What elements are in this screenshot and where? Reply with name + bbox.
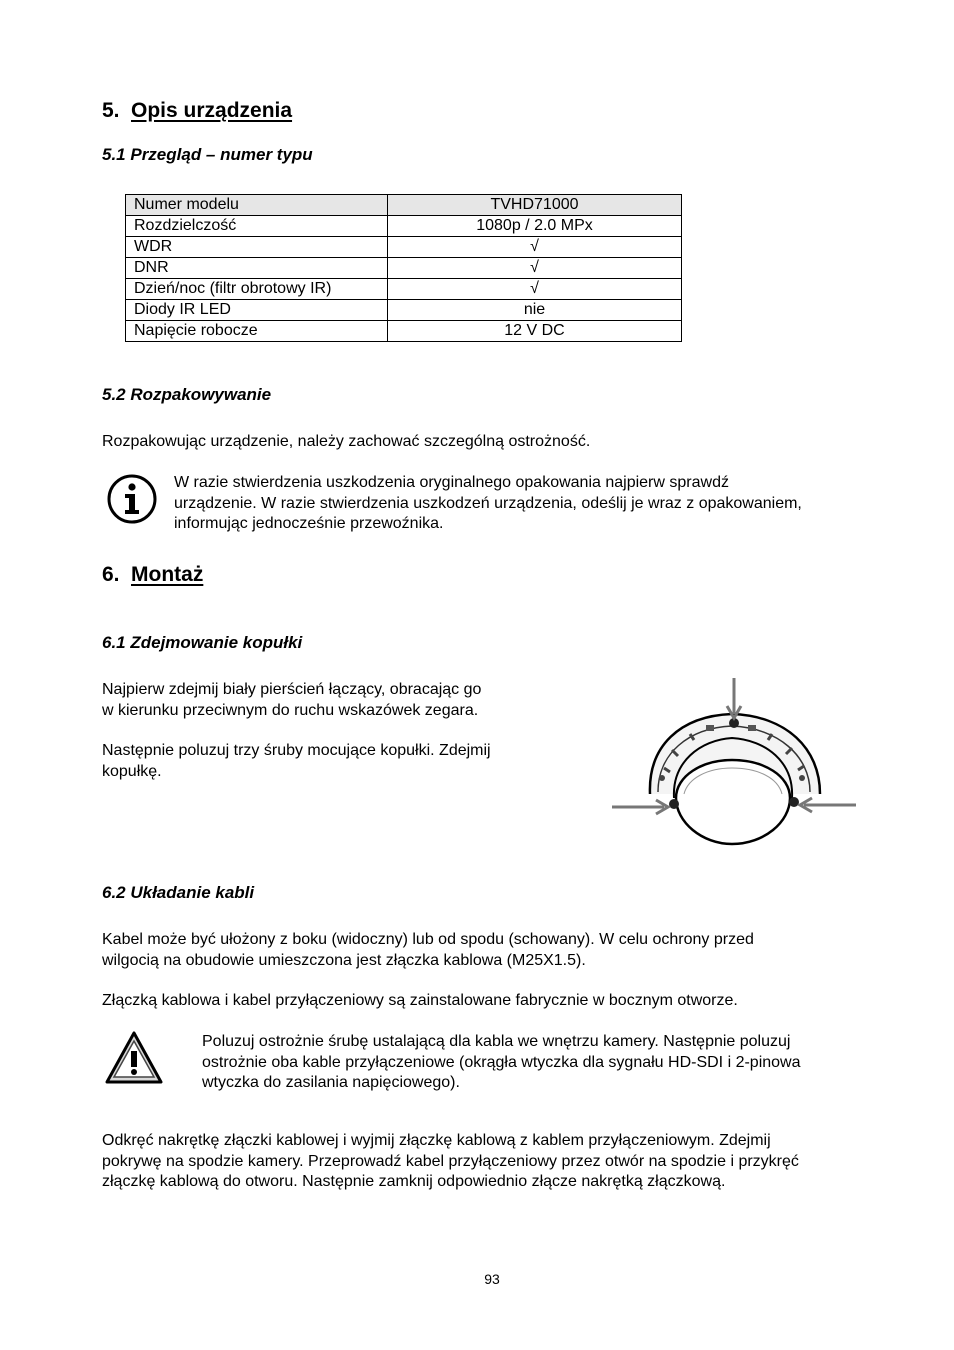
section-title: Opis urządzenia	[131, 99, 293, 122]
section-title: Montaż	[131, 563, 204, 586]
subsection-6-2-heading: 6.2 Układanie kabli	[102, 883, 255, 902]
spec-label: Napięcie robocze	[126, 321, 388, 342]
spec-label: Dzień/noc (filtr obrotowy IR)	[126, 279, 388, 300]
cable-paragraph-2: Złączką kablowa i kabel przyłączeniowy są zainstalowane fabrycznie w bocznym otworze.	[102, 992, 738, 1009]
warning-icon	[104, 1030, 164, 1086]
spec-value: nie	[388, 300, 682, 321]
spec-label: Rozdzielczość	[126, 216, 388, 237]
spec-value: √	[388, 237, 682, 258]
table-row	[126, 216, 682, 237]
cable-paragraph-1: Kabel może być ułożony z boku (widoczny) lub od spodu (schowany). W celu ochrony przed wilgocią na obudowie umieszczona jest złączka kablowa (M25X1.5).	[102, 931, 754, 969]
table-row	[126, 195, 682, 216]
table-row	[126, 279, 682, 300]
spec-value: √	[388, 258, 682, 279]
subsection-6-1-heading: 6.1 Zdejmowanie kopułki	[102, 633, 303, 652]
dome-camera-illustration	[610, 676, 860, 848]
table-row	[126, 321, 682, 342]
cable-paragraph-3: Odkręć nakrętkę złączki kablowej i wyjmij złączkę kablową z kablem przyłączeniowym. Zdejmij pokrywę na spodzie kamery. Przeprowadź kabel przyłączeniowy przez otwór na spodzie i przykręć złączkę kablową do otworu. Następnie zamknij odpowiednio złącze nakrętką złączkową.	[102, 1132, 799, 1190]
table-row	[126, 258, 682, 279]
dome-paragraph-2: Następnie poluzuj trzy śruby mocujące kopułki. Zdejmij kopułkę.	[102, 742, 491, 780]
spec-table	[125, 194, 682, 342]
info-note: W razie stwierdzenia uszkodzenia oryginalnego opakowania najpierw sprawdź urządzenie. W razie stwierdzenia uszkodzeń urządzenia, odeślij je wraz z opakowaniem, informując jednocześnie przewoźnika.	[174, 474, 802, 532]
spec-value: TVHD71000	[388, 195, 682, 216]
subsection-5-2-heading: 5.2 Rozpakowywanie	[102, 385, 272, 404]
spec-label: WDR	[126, 237, 388, 258]
spec-label: Numer modelu	[126, 195, 388, 216]
info-icon	[106, 473, 158, 525]
unpack-paragraph: Rozpakowując urządzenie, należy zachować szczególną ostrożność.	[102, 433, 591, 450]
subsection-5-1-heading: 5.1 Przegląd – numer typu	[102, 145, 313, 164]
section-6-heading	[102, 563, 203, 587]
table-row	[126, 300, 682, 321]
dome-paragraph-1: Najpierw zdejmij biały pierścień łączący, obracając go w kierunku przeciwnym do ruchu wskazówek zegara.	[102, 681, 482, 719]
section-number: 6.	[102, 563, 120, 586]
spec-label: DNR	[126, 258, 388, 279]
spec-label: Diody IR LED	[126, 300, 388, 321]
warning-note: Poluzuj ostrożnie śrubę ustalającą dla kabla we wnętrzu kamery. Następnie poluzuj ostrożnie oba kable przyłączeniowe (okrągła wtyczka dla sygnału HD-SDI i 2-pinowa wtyczka do zasilania napięciowego).	[202, 1033, 801, 1091]
spec-value: √	[388, 279, 682, 300]
spec-value: 12 V DC	[388, 321, 682, 342]
table-row	[126, 237, 682, 258]
section-5-heading	[102, 99, 292, 123]
spec-value: 1080p / 2.0 MPx	[388, 216, 682, 237]
page-number: 93	[484, 1271, 500, 1287]
section-number: 5.	[102, 99, 120, 122]
